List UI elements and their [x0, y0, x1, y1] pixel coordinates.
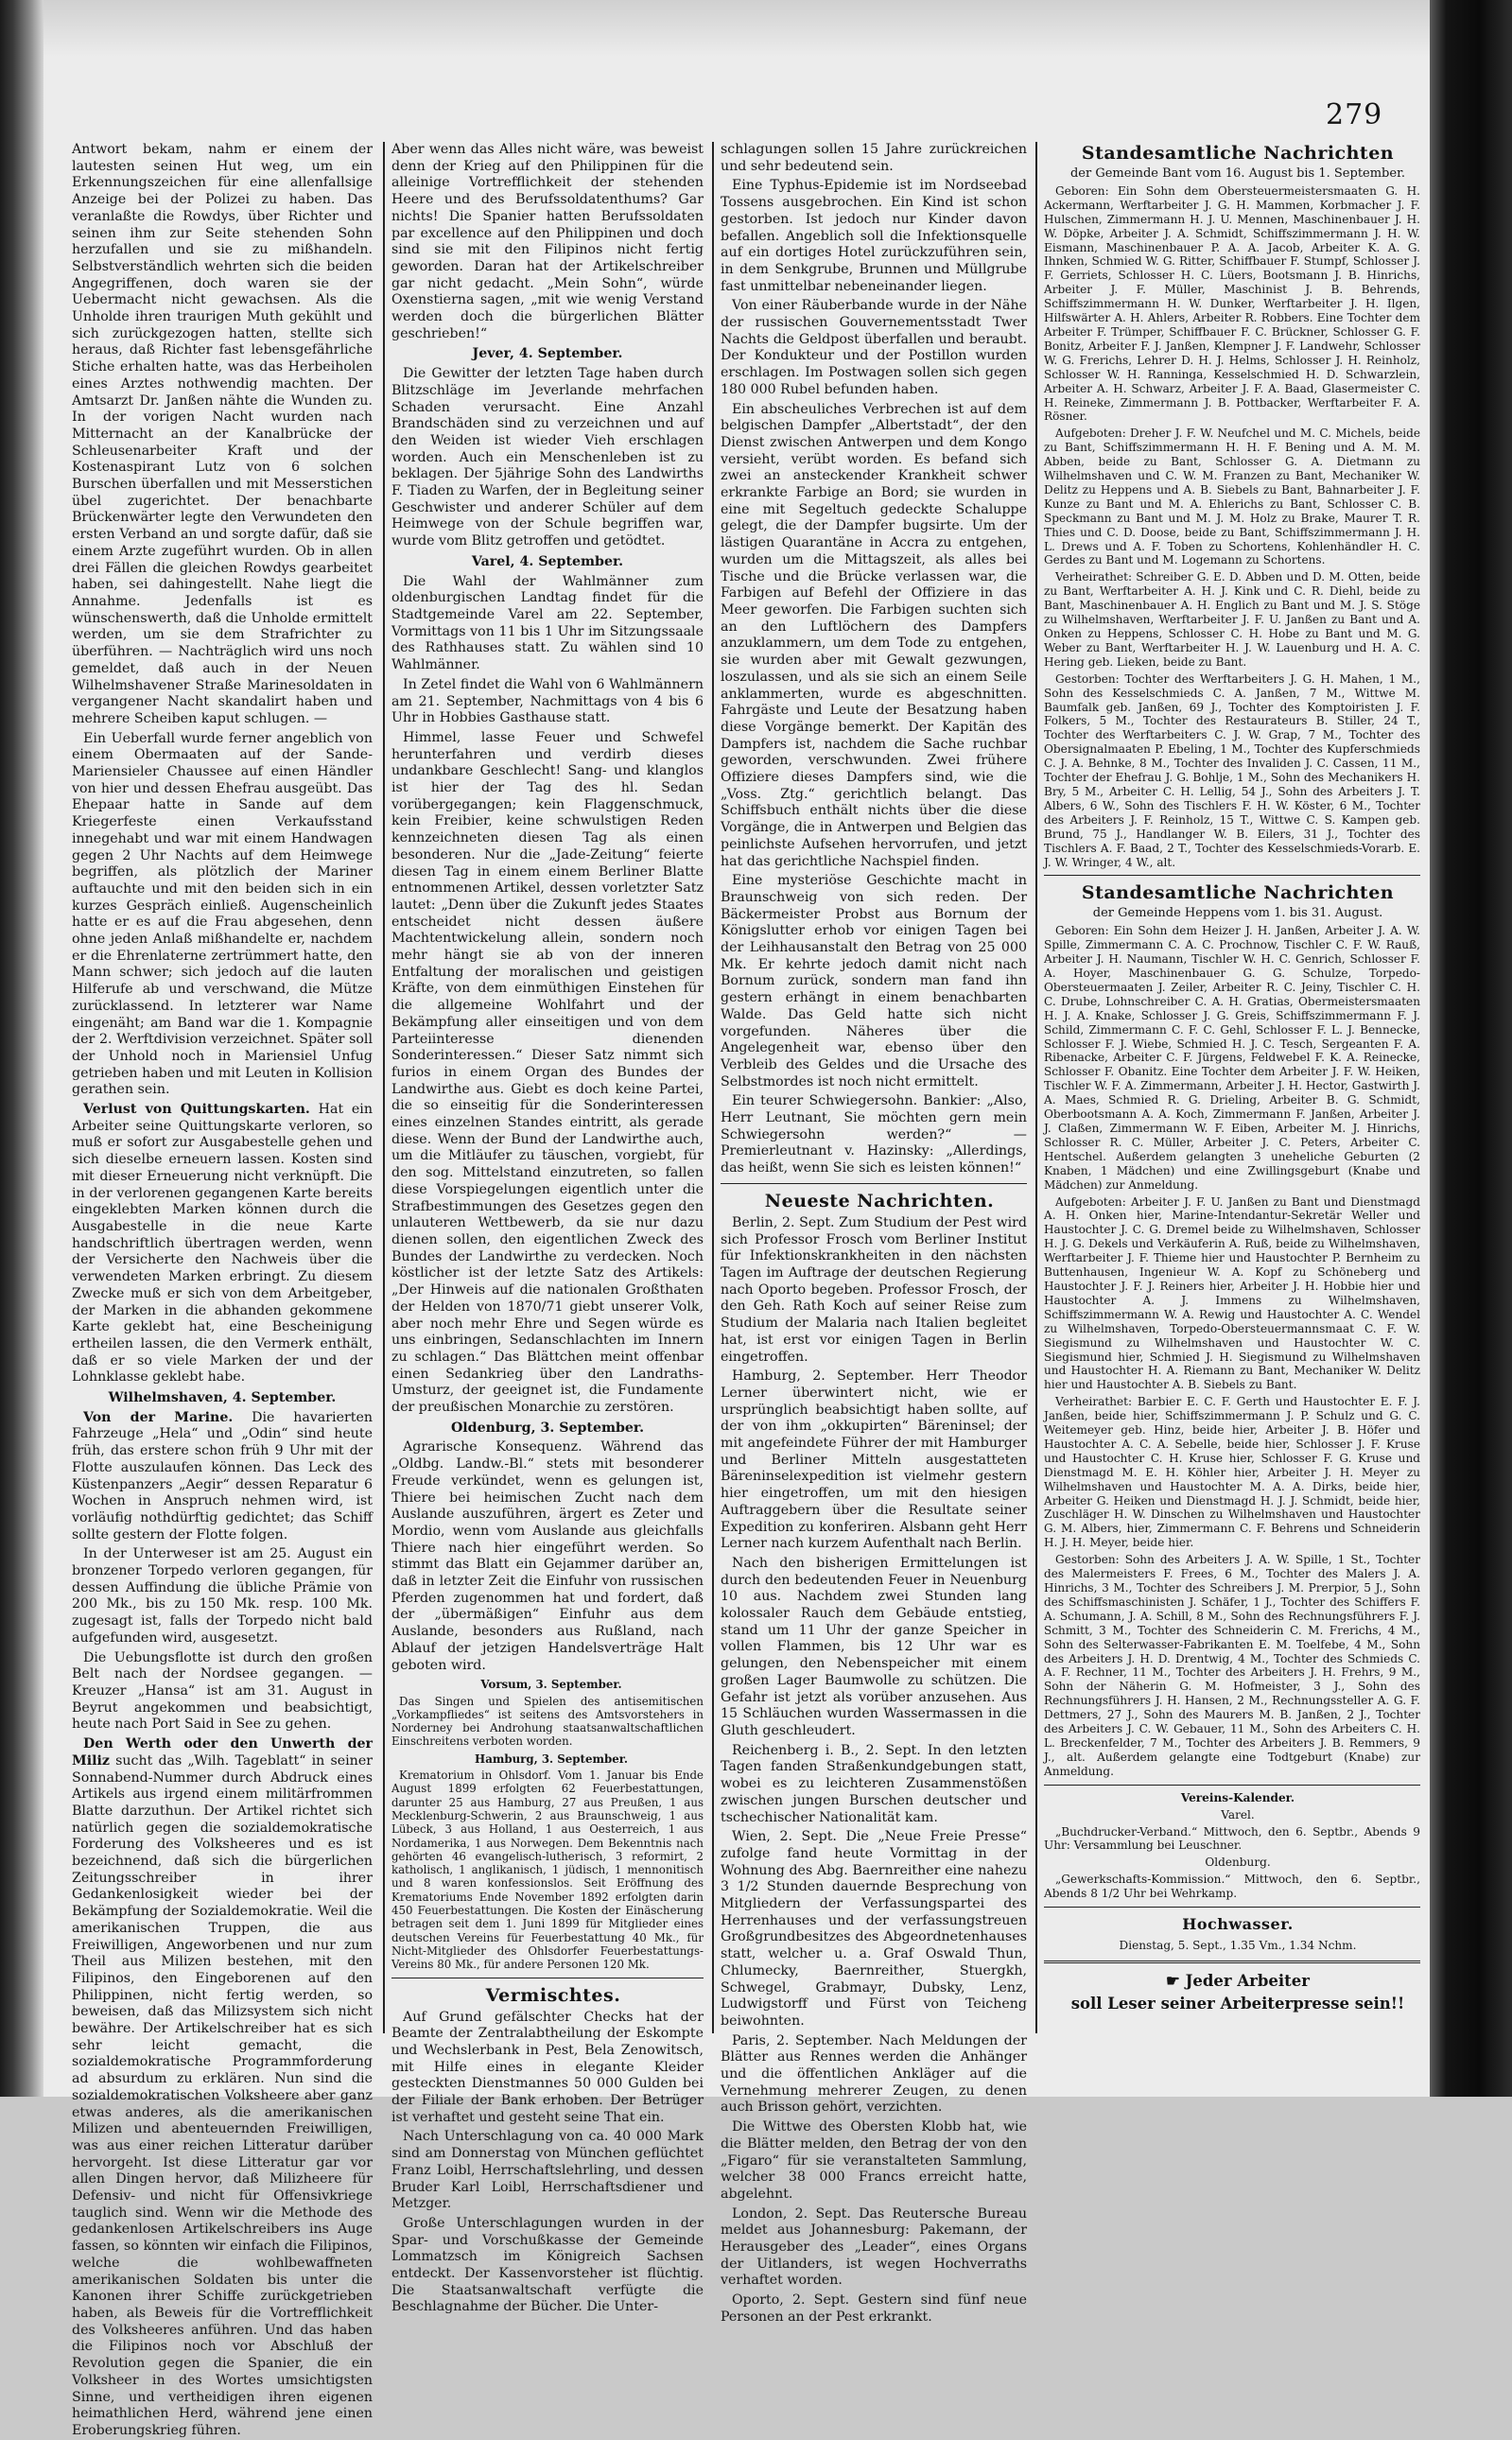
slogan-line: ☛ Jeder Arbeiter [1166, 1971, 1310, 1990]
article-text: In Zetel findet die Wahl von 6 Wahlmännern am 21. September, Nachmittags von 4 bis 6 Uhr in Hobbies Gasthause statt. [391, 676, 704, 726]
registry-marriages: Verheirathet: Barbier E. C. F. Gerth und Haustochter E. F. J. Janßen, beide hier, Schiffszimmermann J. P. Schulz und G. C. Weitemeyer geb. Hinz, beide hier, Arbeiter J. B. Höfer und Haustochter A. C. A. Sebelle, beide hier, Schlosser J. F. Kruse und Haustochter C. H. Kruse hier, Schlosser F. G. Kruse und Dienstmagd M. E. H. Köhler hier, Arbeiter J. H. Meyer zu Wilhelmshaven und Haustochter M. A. A. Dirks, beide hier, Arbeiter G. Heiken und Dienstmagd H. J. J. Schmidt, beide hier, Zuschläger H. W. Dinschen zu Wilhelmshaven und Haustochter G. M. Albers, hier, Zimmermann C. F. Behrens und Schneiderin H. J. H. Meyer, beide hier. [1044, 1395, 1420, 1550]
registry-deaths: Gestorben: Sohn des Arbeiters J. A. W. Spille, 1 St., Tochter des Malermeisters F. Frees, 6 M., Tochter des Malers J. A. Hinrichs, 3 M., Tochter des Schreibers J. M. Prerpior, 5 J., Sohn des Schiffsmaschinisten J. Schäfer, 1 J., Tochter des Schiffers F. A. Schumann, J. A. Schill, 8 M., Sohn des Rechnungsführers F. J. Schmitt, 3 M., Tochter des Schneiderin C. M. Frerichs, 4 M., Sohn des Selterwasser-Fabrikanten E. M. Toelfebe, 4 M., Sohn des Arbeiters J. H. D. Drentwig, 4 M., Tochter des Schmieds C. A. F. Rechner, 11 M., Tochter des Arbeiters J. H. Frehrs, 9 M., Sohn der Näherin G. M. Hofmeister, 3 J., Sohn des Rechnungsführers J. H. Hansen, 2 M., Rechnungssteller A. G. F. Dettmers, 27 J., Sohn des Maurers M. B. Janßen, 2 J., Tochter des Arbeiters J. C. W. Gebauer, 11 M., Sohn des Arbeiters C. H. L. Breckenfelder, 7 M., Tochter des Arbeiters J. B. Remmers, 9 J., alt. Außerdem gelangte eine Todtgeburt (Knabe) zur Anmeldung. [1044, 1553, 1420, 1778]
registry-births: Geboren: Ein Sohn dem Heizer J. H. Janßen, Arbeiter J. A. W. Spille, Zimmermann C. A. C. Prochnow, Tischler C. F. W. Rauß, Arbeiter J. H. Naumann, Tischler W. H. C. Genrich, Schlosser F. A. Hoyer, Maschinenbauer G. G. Schulze, Torpedo-Obersteuermaaten J. Zeiler, Arbeiter R. C. Jeiny, Tischler C. H. C. Drube, Lohnschreiber C. A. H. Gratias, Obermeistersmaaten H. J. A. Knake, Schlosser J. G. Greis, Schiffszimmermann F. J. Schild, Zimmermann C. F. C. Gehl, Schlosser F. L. J. Bennecke, Schlosser F. J. Wiebe, Schmied H. J. C. Tesch, Sergeanten F. A. Ribenacke, Arbeiter C. F. Jürgens, Feldwebel F. K. A. Reinecke, Schlosser F. Obanitz. Eine Tochter dem Arbeiter J. F. W. Heiken, Tischler W. F. A. Zimmermann, Arbeiter J. H. Hector, Gastwirth J. A. Maes, Schmied R. G. Drieling, Arbeiter B. G. Schmidt, Oberbootsmann A. A. Koch, Zimmermann F. Janßen, Arbeiter J. J. Claßen, Zimmermann W. F. Eiben, Arbeiter M. J. Hinrichs, Schlosser R. C. Müller, Arbeiter J. C. Peters, Arbeiter C. Hentschel. Außerdem gelangten 3 uneheliche Geburten (2 Knaben, 1 Mädchen) und eine Zwillingsgeburt (Knabe und Mädchen) zur Anmeldung. [1044, 924, 1420, 1192]
article-text: sucht das „Wilh. Tageblatt“ in seiner Sonnabend-Nummer durch Abdruck eines Artikels aus irgend einem militärfrommen Blatte darzuthun. Der Artikel richtet sich natürlich gegen die sozialdemokratische Forderung des Volksheeres und es ist bezeichnend, daß sich die bürgerlichen Zeitungsschreiber in ihrer Gedankenlosigkeit wieder bei der Bekämpfung der Sozialdemokratie. Weil die amerikanischen Truppen, die aus Freiwilligen, Angeworbenen und nur zum Theil aus Milizen bestehen, mit den Filipinos, den Eingeborenen auf den Philippinen, nicht fertig werden, so beweisen, daß das Milizsystem sich nicht bewähre. Der Artikelschreiber hat es sich sehr leicht gemacht, die sozialdemokratische Programmforderung ad absurdum zu erklären. Nun sind die sozialdemokratischen Volksheere aber ganz etwas anderes, als die amerikanischen Milizen und abenteuernden Freiwilligen, was aus einer reichen Litteratur darüber hervorgeht. Ist diese Litteratur gar vor allen Dingen hervor, daß Milizheere für Defensiv- und nicht für Offensivkriege tauglich sind. Wenn wir die Methode des gedankenlosen Artikelschreibers ins Auge fassen, so könnten wir einfach die Filipinos, welche die wohlbewaffneten amerikanischen Soldaten bis unter die Kanonen ihrer Schiffe zurückgetrieben haben, als Beweis für die Vortrefflichkeit des Volksheeres anführen. Und das haben die Filipinos noch vor Abschluß der Revolution gegen die Spanier, die ein Volksheer in des Wortes umsichtigsten Sinne, und vertheidigen ihren eigenen heimathlichen Herd, während jene einen Eroberungskrieg führen. [72, 1752, 373, 2438]
article-text: Berlin, 2. Sept. Zum Studium der Pest wird sich Professor Frosch vom Berliner Institut für Infektionskrankheiten in den nächsten Tagen im Auftrage der deutschen Regierung nach Oporto begeben. Professor Frosch, der den Geh. Rath Koch auf seiner Reise zum Studium der Malaria nach Italien begleitet hat, ist erst vor einigen Tagen in Berlin eingetroffen. [721, 1214, 1027, 1365]
divider [1044, 875, 1420, 876]
column-2 [391, 142, 704, 2315]
section-heading-vermischtes: Vermischtes. [485, 1984, 621, 2006]
article-text: Die Uebungsflotte ist durch den großen Belt nach der Nordsee gegangen. — Kreuzer „Hansa“ ist am 31. August in Beyrut angekommen und beabsichtigt, heute nach Port Said in See zu gehen. [72, 1649, 373, 1733]
divider [1044, 1907, 1420, 1908]
page-number: 279 [1326, 98, 1383, 131]
section-heading-neueste: Neueste Nachrichten. [764, 1190, 995, 1211]
article-text: Krematorium in Ohlsdorf. Vom 1. Januar bis Ende August 1899 erfolgten 62 Feuerbestattungen, darunter 25 aus Hamburg, 27 aus Preußen, 1 aus Mecklenburg-Schwerin, 2 aus Braunschweig, 1 aus Lübeck, 3 aus Holland, 1 aus Oesterreich, 1 aus Nordamerika, 1 aus Norwegen. Dem Bekenntnis nach gehörten 46 evangelisch-lutherisch, 3 reformirt, 2 katholisch, 1 anglikanisch, 1 jüdisch, 1 mennonitisch und 8 waren konfessionslos. Seit Eröffnung des Krematoriums Ende November 1892 erfolgten darin 450 Feuerbestattungen. Die Kosten der Einäscherung betragen seit dem 1. Juni 1899 für Mitglieder eines deutschen Vereins für Feuerbestattung 40 Mk., für Nicht-Mitglieder des Ohlsdorfer Feuerbestattungs-Vereins 80 Mk., für andere Personen 120 Mk. [391, 1769, 704, 1972]
registry-births: Geboren: Ein Sohn dem Obersteuermeistersmaaten G. H. Ackermann, Werftarbeiter J. G. H. Mammen, Korbmacher J. F. Hulschen, Zimmermann H. J. U. Mennen, Maschinenbauer J. H. W. Döpke, Arbeiter J. A. Schmidt, Schiffszimmermann J. H. W. Eismann, Maschinenbauer P. A. A. Jacob, Arbeiter K. A. G. Ihnken, Schmied W. G. Ritter, Schiffbauer F. Stumpf, Schlosser J. F. Gerriets, Schlosser H. C. Lüers, Bootsmann J. B. Hinrichs, Arbeiter J. F. Müller, Maschinist J. B. Behrends, Schiffszimmermann H. W. Dunker, Werftarbeiter J. H. Ilgen, Hilfswärter A. H. Ahlers, Arbeiter R. Robbers. Eine Tochter dem Arbeiter F. Trümper, Schiffbauer F. C. Brückner, Schlosser G. F. Bonitz, Arbeiter F. J. Janßen, Klempner J. F. Landwehr, Schlosser W. G. Frerichs, Lehrer D. H. J. Helms, Schlosser J. H. Reinholz, Schlosser W. H. Ranninga, Kesselschmied H. D. Schwarzlein, Arbeiter A. H. Schwarz, Arbeiter J. F. A. Baad, Glasermeister C. H. Reineke, Zimmermann J. B. Pottbacker, Werftarbeiter F. A. Rösner. [1044, 183, 1420, 424]
event-entry: „Gewerkschafts-Kommission.“ Mittwoch, den 6. Septbr., Abends 8 1/2 Uhr bei Wehrkamp. [1044, 1873, 1420, 1901]
article-text: Reichenberg i. B., 2. Sept. In den letzten Tagen fanden Straßenkundgebungen statt, wobei es zu leichteren Zusammenstößen zwischen jungen Burschen deutscher und tschechischer Nationalität kam. [721, 1742, 1027, 1825]
article-text: Agrarische Konsequenz. Während das „Oldbg. Landw.-Bl.“ stets mit besonderer Freude verkündet, wenn es gelungen ist, Thiere bei heimischen Zucht nach dem Auslande auszuführen, ärgert es Zeter und Mordio, wenn vom Auslande aus gleichfalls Thiere nach hier eingeführt werden. So stimmt das Blatt ein Gejammer darüber an, daß in letzter Zeit die Einfuhr von russischen Pferden zugenommen hat und fordert, daß der „übermäßigen“ Einfuhr aus dem Auslande, besonders aus Rußland, nach Ablauf der jetzigen Handelsverträge Halt geboten wird. [391, 1439, 704, 1673]
article-text: Wien, 2. Sept. Die „Neue Freie Presse“ zufolge fand heute Vormittag in der Wohnung des Abg. Baernreither eine nahezu 3 1/2 Stunden dauernde Besprechung von Mitgliedern der Verfassungspartei des Herrenhauses und der verfassungstreuen Großgrundbesitzes des Abgeordnetenhauses statt, welcher u. a. Graf Oswald Thun, Chlumecky, Baernreither, Stuergkh, Schwegel, Grabmayr, Dubsky, Lenz, Ludwigstorff und Fürst von Teicheng beiwohnten. [721, 1829, 1027, 2029]
article-heading: Verlust von Quittungskarten. [83, 1102, 310, 1118]
section-subheading: der Gemeinde Heppens vom 1. bis 31. August. [1092, 906, 1383, 921]
dateline: Varel, 4. September. [471, 553, 624, 569]
article-text: Eine Typhus-Epidemie ist im Nordseebad Tossens ausgebrochen. Ein Kind ist schon gestorben. Ist jedoch nur Kinder davon befallen. Angeblich soll die Infektionsquelle auf ein dortiges Hotel zurückzuführen sein, in dem Senkgrube, Brunnen und Müllgrube fast unmittelbar nebeneinander liegen. [721, 178, 1027, 294]
article-text: Die Gewitter der letzten Tage haben durch Blitzschläge im Jeverlande mehrfachen Schaden verursacht. Eine Anzahl Brandschäden sind zu verzeichnen und auf den Weiden ist wieder Vieh erschlagen worden. Auch ein Menschenleben ist zu beklagen. Der 5jährige Sohn des Landwirths F. Tiaden zu Warfen, der in Begleitung seiner Geschwister und anderer Schüler auf dem Heimwege von der Schule begriffen war, wurde vom Blitz getroffen und getödtet. [391, 366, 704, 549]
article-text: Auf Grund gefälschter Checks hat der Beamte der Zentralabtheilung der Eskompte und Wechslerbank in Pest, Bela Zenowitsch, mit Hilfe eines in elegante Kleider gesteckten Dienstmannes 50 000 Gulden bei der Filiale der Bank erhoben. Der Betrüger ist verhaftet und gesteht seine That ein. [391, 2009, 704, 2125]
dateline: Jever, 4. September. [472, 346, 623, 362]
column-rule [383, 142, 385, 2033]
dateline: Hamburg, 3. September. [475, 1752, 628, 1766]
dateline: Oldenburg, 3. September. [450, 1420, 645, 1436]
article-text: Oporto, 2. Sept. Gestern sind fünf neue Personen an der Pest erkrankt. [721, 2292, 1027, 2325]
article-heading: Von der Marine. [83, 1409, 234, 1425]
section-subheading: der Gemeinde Bant vom 16. August bis 1. September. [1069, 166, 1405, 181]
article-text: Die Wahl der Wahlmänner zum oldenburgischen Landtag findet für die Stadtgemeinde Varel am 22. September, Vormittags von 11 bis 1 Uhr im Sitzungssaale des Rathhauses statt. Zu wählen sind 10 Wahlmänner. [391, 573, 704, 673]
divider [721, 1183, 1027, 1184]
dateline: Vorsum, 3. September. [480, 1678, 622, 1692]
article-text: Nach den bisherigen Ermittelungen ist durch den bedeutenden Feuer in Neuenburg 10 aus. Nachdem zwei Stunden lang kolossaler Rauch dem Gebäude entstieg, stand um 11 Uhr der ganze Speicher in vollen Flammen, bis 12 Uhr war es gelungen, den Nebenspeicher mit einem großen Lager Baumwolle zu schützen. Die Gefahr ist jetzt als vorüber anzusehen. Aus 15 Schläuchen wurden Wassermassen in die Gluth geschleudert. [721, 1555, 1027, 1738]
article-text: London, 2. Sept. Das Reutersche Bureau meldet aus Johannesburg: Pakemann, der Herausgeber des „Leader“, eines Organs der Uitlanders, ist wegen Hochverraths verhaftet worden. [721, 2205, 1027, 2289]
article-text: Paris, 2. September. Nach Meldungen der Blätter aus Rennes werden die Anhänger und die öffentlichen Ankläger auf die Vernehmung mehrerer Zeugen, zu denen auch Brisson gehört, verzichten. [721, 2032, 1027, 2116]
article-text: Große Unterschlagungen wurden in der Spar- und Vorschußkasse der Gemeinde Lommatzsch im Königreich Sachsen entdeckt. Der Kassenvorsteher ist flüchtig. Die Staatsanwaltschaft verfügte die Beschlagnahme der Bücher. Die Unter- [391, 2215, 704, 2315]
article-text: Antwort bekam, nahm er einem der lautesten seinen Hut weg, um ein Erkennungszeichen für eine allenfallsige Anzeige bei der Polizei zu haben. Das veranlaßte die Rowdys, über Richter und seinen ihm zur Seite stehenden Sohn herzufallen und sie zu mißhandeln. Selbstverständlich wehrten sich die beiden Angegriffenen, doch waren sie der Uebermacht nicht gewachsen. Als die Unholde ihren traurigen Muth gekühlt und sich zurückgezogen hatten, stellte sich heraus, daß Richter fast lebensgefährliche Stiche erhalten hatte, was das Herbeiholen eines Arztes nothwendig machten. Der Amtsarzt Dr. Janßen nähte die Wunden zu. In der vorigen Nacht wurden nach Mitternacht an der Kanalbrücke der Schleusenarbeiter Kraft und der Kostenaspirant Lutz von 6 solchen Burschen überfallen und mit Messerstichen übel zugerichtet. Der benachbarte Brückenwärter legte den Verwundeten den ersten Verband an und sorgte dafür, daß sie einem Arzte zugeführt wurden. Ob in allen drei Fällen die gleichen Rowdys gearbeitet haben, sei dahingestellt. Nahe liegt die Annahme. Jedenfalls ist es wünschenswerth, daß die Unholde ermittelt werden, um sie dem Strafrichter zu überführen. — Nachträglich wird uns noch gemeldet, daß auch in der Neuen Wilhelmshavener Straße Marinesoldaten in vergangener Nacht skandalirt haben und mehrere Scheiben kaput schlugen. — [72, 142, 373, 726]
tide-times: Dienstag, 5. Sept., 1.35 Vm., 1.34 Nchm. [1119, 1939, 1357, 1953]
article-text: Von einer Räuberbande wurde in der Nähe der russischen Gouvernementsstadt Twer Nachts die Geldpost überfallen und beraubt. Der Kondukteur und der Postillon wurden erschlagen. Im Postwagen sollen sich gegen 180 000 Rubel befunden haben. [721, 298, 1027, 397]
article-text: Nach Unterschlagung von ca. 40 000 Mark sind am Donnerstag von München geflüchtet Franz Loibl, Herrschaftslehrling, und dessen Bruder Karl Loibl, Herrschaftsdiener und Metzger. [391, 2129, 704, 2212]
article-text: Ein abscheuliches Verbrechen ist auf dem belgischen Dampfer „Albertstadt“, der den Dienst zwischen Antwerpen und dem Kongo versieht, verübt worden. Es befand sich zwei an ansteckender Krankheit schwer erkrankte Farbige an Bord; sie wurden in eine mit Segeltuch gedeckte Schaluppe gelegt, die der Dampfer bugsirte. Um der lästigen Quarantäne in Accra zu entgehen, wurden um die Mittagszeit, als alles bei Tische und die Brücke verlassen war, die Farbigen auf Befehl der Offiziere in das Meer geworfen. Die Farbigen suchten sich an den Luftlöchern des Dampfers anzuklammern, um dem Tode zu entgehen, sie wurden aber mit Gewalt gezwungen, loszulassen, und als sie sich an einem Seile anklammerten, wurde es abgeschnitten. Fahrgäste und Leute der Besatzung haben diese Vorgänge bemerkt. Der Kapitän des Dampfers ist, nachdem die Sache ruchbar geworden, verschwunden. Zwei frühere Offiziere dieses Dampfers sind, wie die „Voss. Ztg.“ gerichtlich belangt. Das Schiffsbuch enthält nichts über die diese Vorgänge, die in Antwerpen und Belgien das peinlichste Aufsehen hervorrufen, und jetzt hat das gerichtliche Nachspiel finden. [721, 401, 1027, 869]
article-heading: Den Werth oder den Unwerth der Miliz [72, 1736, 373, 1769]
section-heading-standesamt-bant: Standesamtliche Nachrichten [1081, 143, 1395, 164]
event-entry: „Buchdrucker-Verband.“ Mittwoch, den 6. Septbr., Abends 9 Uhr: Versammlung bei Leuschner. [1044, 1824, 1420, 1853]
divider [1044, 1785, 1420, 1786]
column-rule [1035, 142, 1037, 2033]
article-text: Aber wenn das Alles nicht wäre, was beweist denn der Krieg auf den Philippinen für die alleinige Vortrefflichkeit der stehenden Heere und des Berufssoldatenthums? Gar nichts! Die Spanier hatten Berufssoldaten par excellence auf den Philippinen und doch sind sie mit den Filipinos nicht fertig geworden. Daran hat der Artikelschreiber gar nicht gedacht. „Mein Sohn“, würde Oxenstierna sagen, „mit wie wenig Verstand werden doch die bürgerlichen Blätter geschrieben!“ [391, 142, 704, 341]
article-text: Hamburg, 2. September. Herr Theodor Lerner überwintert nicht, wie er ursprünglich beabsichtigt haben sollte, auf der von ihm „okkupirten“ Bäreninsel; der mit angefeindete Führer der mit Hamburger und Berliner Mitteln ausgestatteten Bäreninselexpedition ist vielmehr gestern hier eingetroffen, um mit den hiesigen Auftraggebern über die Resultate seiner Expedition zu konferiren. Alsbann geht Herr Lerner nach kurzem Aufenthalt nach Berlin. [721, 1368, 1027, 1552]
registry-marriages: Verheirathet: Schreiber G. E. D. Abben und D. M. Otten, beide zu Bant, Werftarbeiter A. H. J. Kink und C. R. Diehl, beide zu Bant, Maschinenbauer A. H. Englich zu Bant und M. J. S. Stöge zu Wilhelmshaven, Werftarbeiter J. F. U. Janßen zu Bant und A. Onken zu Heppens, Schlosser C. H. Hobe zu Bant und M. G. Weber zu Bant, Werftarbeiter H. J. W. Lauenburg und H. A. C. Hering geb. Lieken, beide zu Bant. [1044, 570, 1420, 669]
event-place: Varel. [1221, 1807, 1255, 1821]
article-text: Eine mysteriöse Geschichte macht in Braunschweig von sich reden. Der Bäckermeister Probst aus Bornum der Königslutter erhob vor einigen Tagen bei der Leihhausanstalt den Betrag von 25 000 Mk. Er kehrte jedoch damit nicht nach Bornum zurück, sondern man fand ihn gestern erhängt in einem benachbarten Walde. Das Geld hatte sich nicht vorgefunden. Näheres über die Angelegenheit war, ebenso über den Verbleib des Geldes und die Ursache des Selbstmordes ist noch nicht ermittelt. [721, 873, 1027, 1089]
article-text: Die havarierten Fahrzeuge „Hela“ und „Odin“ sind heute früh, das erstere schon früh 9 Uhr mit der Flotte auszulaufen können. Das Leck des Küstenpanzers „Aegir“ dessen Reparatur 6 Wochen in Anspruch nehmen wird, ist vorläufig nothdürftig gedichtet; das Schiff sollte gestern der Flotte folgen. [72, 1409, 374, 1542]
pointing-hand-icon: ☛ [1166, 1971, 1186, 1990]
dateline: Wilhelmshaven, 4. September. [108, 1390, 337, 1406]
section-heading-vereins-kalender: Vereins-Kalender. [1180, 1790, 1295, 1804]
article-text: Himmel, lasse Feuer und Schwefel herunterfahren und verdirb dieses undankbare Geschlecht! Sang- und klanglos ist hier der Tag des hl. Sedan vorübergegangen; kein Flaggenschmuck, kein Freibier, keine schwulstigen Reden kennzeichneten diesen Tag als einen besonderen. Nur die „Jade-Zeitung“ feierte diesen Tag in einem einem Berliner Blatte entnommenen Artikel, dessen vorletzter Satz lautet: „Denn über die Zukunft jedes Staates entscheidet nicht dessen äußere Machtentwickelung allein, sondern noch mehr hängt sie ab von der inneren Entfaltung der moralischen und geistigen Kräfte, von dem einmüthigen Einstehen für die allgemeine Wohlfahrt und der Bekämpfung aller einseitigen und von dem Parteiinteresse dienenden Sonderinteressen.“ Dieser Satz nimmt sich furios in einem Organ des Bundes der Landwirthe aus. Giebt es doch keine Partei, die so einseitig für die Sonderinteressen eines einzelnen Standes eintritt, als gerade diese. Wenn der Bund der Landwirthe auch, um die Mitläufer zu täuschen, vorgiebt, für den sog. Mittelstand einzutreten, so fallen diese Vorspiegelungen eigentlich unter die Strafbestimmungen des Gesetzes gegen den unlauteren Wettbewerb, da sie nur dazu dienen sollen, den eigentlichen Zweck des Bundes der Landwirthe zu verdecken. Noch köstlicher ist der letzte Satz des Artikels: „Der Hinweis auf die nationalen Großthaten der Helden von 1870/71 giebt unserer Volk, aber noch mehr Ehre und Segen würde es uns einbringen, Sedanschlachten im Innern zu schlagen.“ Das Blättchen meint offenbar einen Sedankrieg über den Landraths-Umsturz, der geeignet ist, die Fundamente der preußischen Monarchie zu zerstören. [391, 729, 704, 1416]
divider [1044, 1961, 1420, 1963]
column-rule [712, 142, 714, 2033]
slogan-line: soll Leser seiner Arbeiterpresse sein!! [1070, 1994, 1405, 2013]
column-4 [1044, 142, 1420, 2013]
scan-top-edge [43, 0, 1430, 57]
column-3 [721, 142, 1027, 2325]
article-text: Das Singen und Spielen des antisemitischen „Vorkampfliedes“ ist seitens des Amtsvorstehers in Norderney bei Androhung staatsanwaltschaftlichen Einschreitens verboten worden. [391, 1694, 704, 1749]
article-text: In der Unterweser ist am 25. August ein bronzener Torpedo verloren gegangen, für dessen Auffindung die übliche Prämie von 200 Mk., bis zu 150 Mk. resp. 100 Mk. zugesagt ist, falls der Torpedo nicht bald aufgefunden wird, ausgesetzt. [72, 1546, 373, 1646]
scan-right-bar [1430, 0, 1512, 2097]
article-text: schlagungen sollen 15 Jahre zurückreichen und sehr bedeutend sein. [721, 142, 1027, 174]
registry-deaths: Gestorben: Tochter des Werftarbeiters J. G. H. Mahen, 1 M., Sohn des Kesselschmieds C. A. Janßen, 7 M., Wittwe M. Baumfalk geb. Janßen, 69 J., Tochter des Komptoiristen J. F. Folkers, 5 M., Tochter des Restaurateurs B. Stiller, 24 T., Tochter des Werftarbeiters C. J. W. Grap, 7 M., Tochter des Obersignalmaaten P. Ebeling, 1 M., Tochter des Kupferschmieds C. J. A. Behnke, 8 M., Tochter des Invaliden J. C. Cassen, 11 M., Tochter der Ehefrau J. G. Bohlje, 1 M., Sohn des Mechanikers H. Bry, 5 M., Arbeiter C. H. Lellig, 54 J., Sohn des Arbeiters J. T. Albers, 6 W., Sohn des Tischlers F. H. W. Köster, 6 M., Tochter des Arbeiters J. F. Reinholz, 15 T., Wittwe C. S. Kampen geb. Brund, 75 J., Handlanger W. B. Eilers, 31 J., Tochter des Tischlers A. F. Baad, 2 T., Tochter des Kesselschmieds-Vorarb. E. J. W. Wringer, 4 W., alt. [1044, 671, 1420, 869]
section-heading-hochwasser: Hochwasser. [1182, 1915, 1294, 1934]
section-heading-standesamt-heppens: Standesamtliche Nachrichten [1081, 882, 1395, 904]
column-1 [72, 142, 374, 2438]
event-place: Oldenburg. [1205, 1856, 1271, 1870]
registry-banns: Aufgeboten: Dreher J. F. W. Neufchel und M. C. Michels, beide zu Bant, Schiffszimmermann H. H. F. Bening und A. M. M. Abben, beide zu Bant, Schlosser G. A. Dietmann zu Wilhelmshaven und C. W. M. Franzen zu Bant, Mechaniker W. Delitz zu Heppens und A. B. Siebels zu Bant, Bahnarbeiter J. F. Kunze zu Bant und M. A. Ehlerichs zu Bant, Schlosser C. B. Speckmann zu Bant und M. J. M. Holz zu Brake, Maurer T. R. Thies und C. D. Doose, beide zu Bant, Schiffszimmermann J. H. L. Drews und A. F. Toben zu Schortens, Kohlenhändler H. C. Gerdes zu Bant und M. Logemann zu Schortens. [1044, 427, 1420, 567]
registry-banns: Aufgeboten: Arbeiter J. F. U. Janßen zu Bant und Dienstmagd A. H. Onken hier, Marine-Intendantur-Sekretär Weller und Haustochter J. C. G. Dremel beide zu Wilhelmshaven, Schlosser H. J. G. Dekels und Verkäuferin A. Ruß, beide zu Wilhelmshaven, Werftarbeiter J. F. Thieme hier und Haustochter P. Bernheim zu Buttenhausen, Ingenieur W. A. Kopf zu Schöneberg und Haustochter J. F. J. Reiners hier, Arbeiter J. H. Hobbie hier und Haustochter A. J. Immens zu Wilhelmshaven, Schiffszimmermann W. A. Rewig und Haustochter A. C. Wendel zu Wilhelmshaven, Torpedo-Obersteuermannsmaat C. F. W. Siegismund zu Wilhelmshaven und Haustochter W. C. Siegismund hier, Schmied J. H. Siegismund zu Wilhelmshaven und Haustochter H. A. Riemann zu Bant, Mechaniker W. Delitz hier und Haustochter A. B. Siebels zu Bant. [1044, 1194, 1420, 1392]
article-text: Ein teurer Schwiegersohn. Bankier: „Also, Herr Leutnant, Sie möchten gern mein Schwiegersohn werden?“ — Premierleutnant v. Hazinsky: „Allerdings, das heißt, wenn Sie sich es leisten können!“ [721, 1093, 1027, 1176]
scan-left-shadow [0, 0, 43, 2097]
article-text: Hat ein Arbeiter seine Quittungskarte verloren, so muß er sofort zur Ausgabestelle gehen und sich dieselbe erneuern lassen. Kosten sind mit dieser Erneuerung nicht verknüpft. Die in der verlorenen gegangenen Karte bereits eingeklebten Marken können durch die Ausgabestelle in die neue Karte handschriftlich übertragen werden, wenn der Versicherte den Nachweis über die verwendeten Marken erbringt. Zu diesem Zwecke muß er sich von dem Arbeitgeber, der Marken in die abhanden gekommene Karte geklebt hat, eine Bescheinigung ertheilen lassen, die den Vermerk enthält, daß er so viele Marken der und der Lohnklasse geklebt habe. [72, 1102, 373, 1386]
article-text: Die Wittwe des Obersten Klobb hat, wie die Blätter melden, den Betrag der von den „Figaro“ für sie veranstalteten Sammlung, welcher 38 000 Francs erreicht hatte, abgelehnt. [721, 2119, 1027, 2202]
article-text: Ein Ueberfall wurde ferner angeblich von einem Obermaaten auf der Sande-Mariensieler Chaussee auf einen Händler von hier und dessen Ehefrau ausgeübt. Das Ehepaar hatte in Sande auf dem Kriegerfeste einen Verkaufsstand innegehabt und war mit einem Handwagen gegen 2 Uhr Nachts auf dem Heimwege begriffen, als plötzlich der Mariner auftauchte und mit den beiden sich in ein kurzes Gespräch einließ. Augenscheinlich hatte er es auf die Frau abgesehen, denn ohne jeden Anlaß mißhandelte er, nachdem er die Ehrenlaterne zertrümmert hatte, den Mann schwer; sich jedoch auf die lauten Hilferufe ab und verschwand, die Mütze zurücklassend. In letzterer war Name eingenäht; am Band war die 1. Kompagnie der 2. Werftdivision verzeichnet. Später soll der Unhold noch in Mariensiel Unfug getrieben haben und mit Leuten in Kollision gerathen sein. [72, 730, 373, 1098]
